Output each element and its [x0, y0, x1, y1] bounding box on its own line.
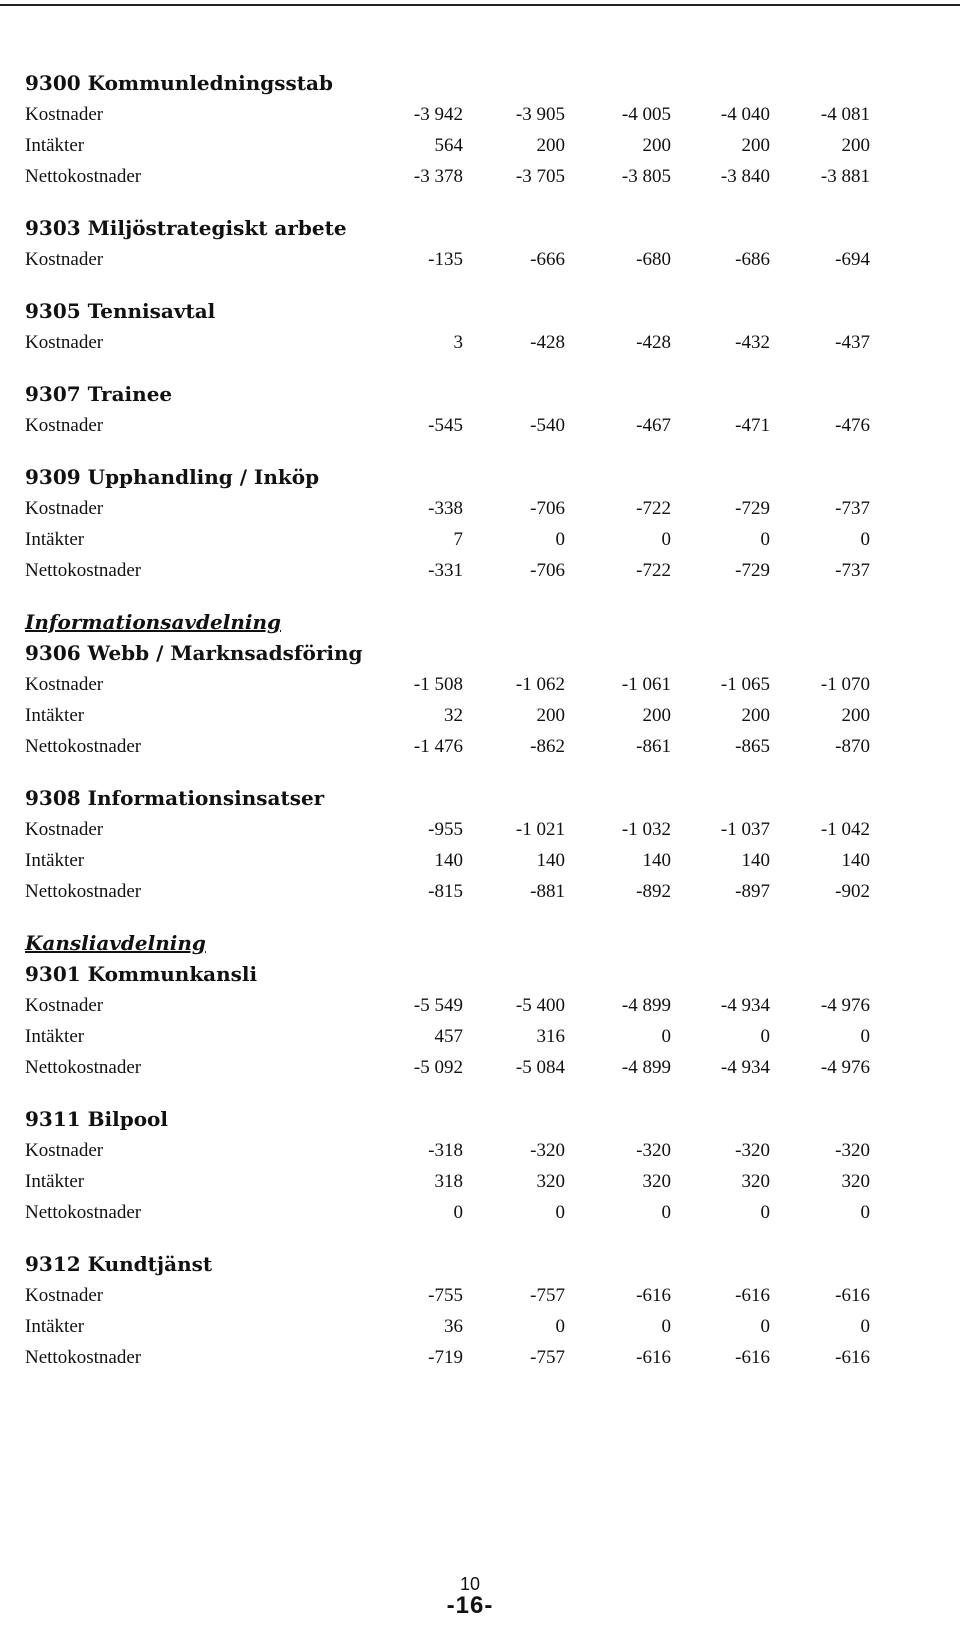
table-row — [25, 99, 925, 130]
value-cell: 200 — [642, 705, 671, 726]
value-cell: -881 — [530, 881, 565, 902]
value-cell: -3 905 — [515, 104, 565, 125]
value-cell: -706 — [530, 560, 565, 581]
value-cell: -3 378 — [413, 166, 463, 187]
value-cell: -135 — [428, 249, 463, 270]
value-cell: -1 042 — [820, 819, 870, 840]
row-label: Kostnader — [25, 1285, 104, 1306]
value-cell: 0 — [860, 1202, 870, 1223]
table-row — [25, 1052, 925, 1083]
value-cell: 0 — [860, 1026, 870, 1047]
value-cell: -1 476 — [413, 736, 463, 757]
value-cell: -616 — [835, 1285, 870, 1306]
value-cell: 318 — [434, 1171, 463, 1192]
row-label: Intäkter — [25, 1171, 85, 1192]
page-number: 10 — [459, 1574, 481, 1594]
value-cell: 200 — [841, 135, 870, 156]
value-cell: -476 — [835, 415, 870, 436]
value-cell: -4 005 — [621, 104, 671, 125]
table-row — [25, 327, 925, 358]
value-cell: -719 — [428, 1347, 463, 1368]
row-label: Kostnader — [25, 819, 104, 840]
value-cell: 320 — [741, 1171, 770, 1192]
value-cell: -3 705 — [515, 166, 565, 187]
value-cell: -3 840 — [720, 166, 770, 187]
row-label: Nettokostnader — [25, 881, 142, 902]
value-cell: 0 — [555, 529, 565, 550]
value-cell: -320 — [835, 1140, 870, 1161]
table-row — [25, 1342, 925, 1373]
account-heading: 9301 Kommunkansli — [25, 962, 258, 986]
value-cell: -3 881 — [820, 166, 870, 187]
value-cell: -1 508 — [413, 674, 463, 695]
department-heading: Kansliavdelning — [25, 931, 206, 955]
value-cell: 0 — [760, 1026, 770, 1047]
value-cell: -4 899 — [621, 995, 671, 1016]
value-cell: -5 084 — [515, 1057, 565, 1078]
value-cell: -616 — [636, 1285, 671, 1306]
row-label: Nettokostnader — [25, 1057, 142, 1078]
value-cell: -616 — [636, 1347, 671, 1368]
value-cell: -437 — [835, 332, 870, 353]
value-cell: 564 — [434, 135, 463, 156]
value-cell: -729 — [735, 498, 770, 519]
value-cell: 0 — [555, 1316, 565, 1337]
value-cell: -865 — [735, 736, 770, 757]
table-row — [25, 493, 925, 524]
table-row — [25, 1311, 925, 1342]
row-label: Nettokostnader — [25, 736, 142, 757]
account-section — [25, 296, 925, 358]
account-section — [25, 1104, 925, 1228]
value-cell: -4 040 — [720, 104, 770, 125]
value-cell: -892 — [636, 881, 671, 902]
value-cell: -706 — [530, 498, 565, 519]
table-row — [25, 731, 925, 762]
value-cell: 0 — [860, 529, 870, 550]
value-cell: -870 — [835, 736, 870, 757]
value-cell: -318 — [428, 1140, 463, 1161]
account-section — [25, 68, 925, 192]
value-cell: 200 — [741, 135, 770, 156]
value-cell: 200 — [642, 135, 671, 156]
table-row — [25, 524, 925, 555]
value-cell: -616 — [735, 1285, 770, 1306]
row-label: Intäkter — [25, 1026, 85, 1047]
value-cell: -616 — [735, 1347, 770, 1368]
value-cell: -1 032 — [621, 819, 671, 840]
account-heading: 9311 Bilpool — [25, 1107, 168, 1131]
account-heading: 9306 Webb / Marknsadsföring — [25, 641, 363, 665]
value-cell: 0 — [661, 529, 671, 550]
value-cell: 32 — [444, 705, 463, 726]
value-cell: 7 — [453, 529, 463, 550]
value-cell: 3 — [453, 332, 463, 353]
value-cell: -4 976 — [820, 995, 870, 1016]
value-cell: -666 — [530, 249, 565, 270]
table-row — [25, 990, 925, 1021]
page-mark: -16- — [446, 1592, 494, 1619]
value-cell: 457 — [434, 1026, 463, 1047]
value-cell: 200 — [536, 135, 565, 156]
table-row — [25, 161, 925, 192]
value-cell: -616 — [835, 1347, 870, 1368]
row-label: Kostnader — [25, 995, 104, 1016]
account-section — [25, 462, 925, 586]
value-cell: 140 — [434, 850, 463, 871]
value-cell: -722 — [636, 560, 671, 581]
value-cell: 0 — [661, 1316, 671, 1337]
budget-document — [25, 68, 925, 1394]
table-row — [25, 1021, 925, 1052]
value-cell: -4 934 — [720, 995, 770, 1016]
value-cell: -1 065 — [720, 674, 770, 695]
value-cell: -755 — [428, 1285, 463, 1306]
account-section — [25, 783, 925, 907]
value-cell: -545 — [428, 415, 463, 436]
value-cell: 36 — [444, 1316, 463, 1337]
account-section — [25, 213, 925, 275]
value-cell: 0 — [760, 1202, 770, 1223]
value-cell: -331 — [428, 560, 463, 581]
value-cell: 0 — [760, 1316, 770, 1337]
row-label: Kostnader — [25, 104, 104, 125]
value-cell: 200 — [536, 705, 565, 726]
value-cell: -428 — [636, 332, 671, 353]
table-row — [25, 1166, 925, 1197]
value-cell: 0 — [860, 1316, 870, 1337]
value-cell: -3 942 — [413, 104, 463, 125]
value-cell: 0 — [555, 1202, 565, 1223]
value-cell: 0 — [760, 529, 770, 550]
value-cell: -320 — [735, 1140, 770, 1161]
table-row — [25, 669, 925, 700]
value-cell: -1 062 — [515, 674, 565, 695]
row-label: Intäkter — [25, 529, 85, 550]
value-cell: -815 — [428, 881, 463, 902]
account-heading: 9312 Kundtjänst — [25, 1252, 213, 1276]
row-label: Kostnader — [25, 332, 104, 353]
value-cell: -861 — [636, 736, 671, 757]
value-cell: -467 — [636, 415, 671, 436]
value-cell: -1 037 — [720, 819, 770, 840]
value-cell: 0 — [661, 1202, 671, 1223]
value-cell: 140 — [841, 850, 870, 871]
value-cell: -432 — [735, 332, 770, 353]
table-row — [25, 1280, 925, 1311]
value-cell: -737 — [835, 560, 870, 581]
account-heading: 9300 Kommunledningsstab — [25, 71, 333, 95]
row-label: Nettokostnader — [25, 560, 142, 581]
value-cell: -729 — [735, 560, 770, 581]
value-cell: -471 — [735, 415, 770, 436]
row-label: Kostnader — [25, 1140, 104, 1161]
row-label: Kostnader — [25, 674, 104, 695]
account-section — [25, 928, 925, 1083]
row-label: Nettokostnader — [25, 166, 142, 187]
value-cell: -540 — [530, 415, 565, 436]
value-cell: -5 092 — [413, 1057, 463, 1078]
table-row — [25, 130, 925, 161]
row-label: Nettokostnader — [25, 1202, 142, 1223]
table-row — [25, 555, 925, 586]
value-cell: -5 400 — [515, 995, 565, 1016]
value-cell: -1 021 — [515, 819, 565, 840]
value-cell: 316 — [536, 1026, 565, 1047]
account-heading: 9307 Trainee — [25, 382, 173, 406]
row-label: Nettokostnader — [25, 1347, 142, 1368]
value-cell: -902 — [835, 881, 870, 902]
value-cell: -4 934 — [720, 1057, 770, 1078]
value-cell: -320 — [530, 1140, 565, 1161]
value-cell: -3 805 — [621, 166, 671, 187]
department-heading: Informationsavdelning — [25, 610, 282, 634]
value-cell: -1 061 — [621, 674, 671, 695]
value-cell: -428 — [530, 332, 565, 353]
value-cell: -955 — [428, 819, 463, 840]
value-cell: 320 — [642, 1171, 671, 1192]
table-row — [25, 876, 925, 907]
top-border-line — [0, 4, 960, 6]
value-cell: -737 — [835, 498, 870, 519]
table-row — [25, 845, 925, 876]
account-heading: 9305 Tennisavtal — [25, 299, 216, 323]
value-cell: -4 899 — [621, 1057, 671, 1078]
value-cell: -338 — [428, 498, 463, 519]
value-cell: 140 — [741, 850, 770, 871]
value-cell: 140 — [536, 850, 565, 871]
value-cell: 200 — [841, 705, 870, 726]
value-cell: -1 070 — [820, 674, 870, 695]
value-cell: 200 — [741, 705, 770, 726]
value-cell: -897 — [735, 881, 770, 902]
row-label: Intäkter — [25, 850, 85, 871]
table-row — [25, 244, 925, 275]
value-cell: 0 — [661, 1026, 671, 1047]
row-label: Kostnader — [25, 415, 104, 436]
table-row — [25, 814, 925, 845]
value-cell: 320 — [536, 1171, 565, 1192]
account-section — [25, 379, 925, 441]
value-cell: -4 081 — [820, 104, 870, 125]
row-label: Intäkter — [25, 135, 85, 156]
account-section — [25, 1249, 925, 1373]
account-heading: 9303 Miljöstrategiskt arbete — [25, 216, 347, 240]
table-row — [25, 1197, 925, 1228]
row-label: Intäkter — [25, 1316, 85, 1337]
row-label: Kostnader — [25, 249, 104, 270]
value-cell: 0 — [453, 1202, 463, 1223]
value-cell: -320 — [636, 1140, 671, 1161]
value-cell: -5 549 — [413, 995, 463, 1016]
value-cell: -694 — [835, 249, 870, 270]
value-cell: -862 — [530, 736, 565, 757]
value-cell: -686 — [735, 249, 770, 270]
table-row — [25, 700, 925, 731]
value-cell: -757 — [530, 1347, 565, 1368]
table-row — [25, 410, 925, 441]
account-section — [25, 607, 925, 762]
row-label: Kostnader — [25, 498, 104, 519]
value-cell: 140 — [642, 850, 671, 871]
table-row — [25, 1135, 925, 1166]
value-cell: -4 976 — [820, 1057, 870, 1078]
value-cell: -757 — [530, 1285, 565, 1306]
account-heading: 9309 Upphandling / Inköp — [25, 465, 320, 489]
account-heading: 9308 Informationsinsatser — [25, 786, 325, 810]
row-label: Intäkter — [25, 705, 85, 726]
value-cell: -680 — [636, 249, 671, 270]
value-cell: 320 — [841, 1171, 870, 1192]
value-cell: -722 — [636, 498, 671, 519]
